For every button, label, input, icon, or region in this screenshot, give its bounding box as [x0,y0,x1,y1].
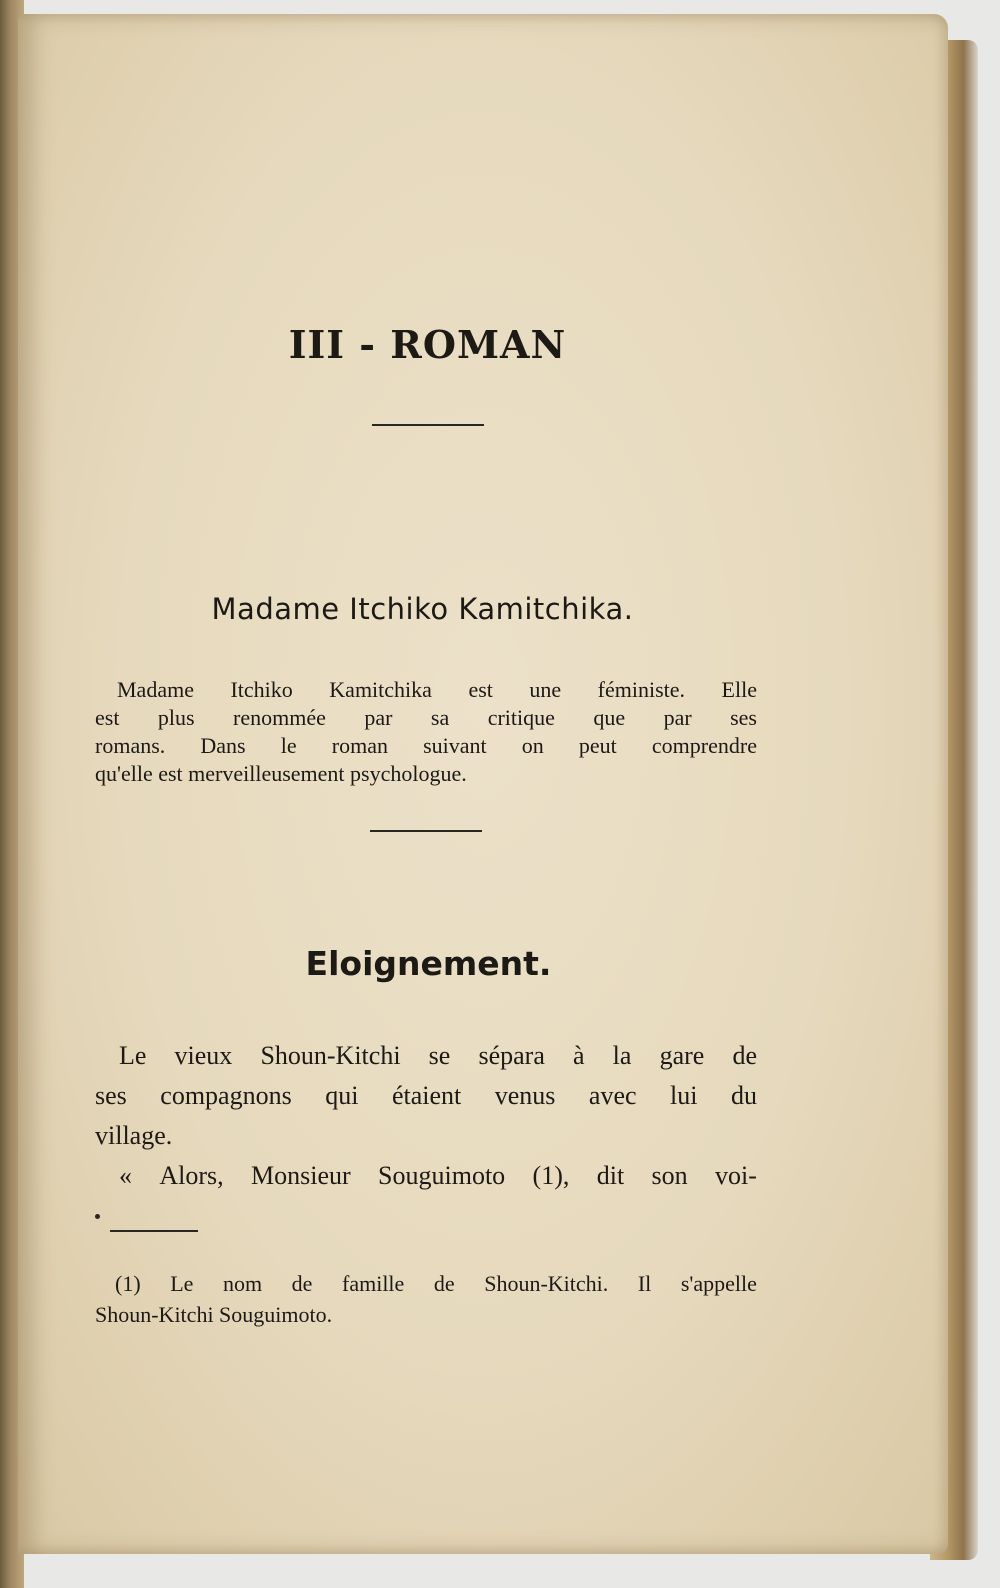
word: peut [578,733,617,758]
story-title: Eloignement. [305,944,552,983]
word: compagnons [160,1081,292,1110]
story-body [95,1036,757,1196]
word: à [573,1041,585,1070]
word: le [280,733,297,758]
intro-paragraph [95,676,757,788]
word: que [593,705,626,730]
word: étaient [391,1081,462,1110]
footnote-rule [110,1230,198,1232]
word: Le [170,1271,194,1296]
word: par [663,705,692,730]
word: du [730,1081,757,1110]
word: qui [325,1081,359,1110]
word: Kamitchika [329,677,432,702]
word: Shoun-Kitchi Souguimoto. [95,1302,333,1327]
word: Itchiko [230,677,293,702]
word: Le [119,1041,147,1070]
word: de [433,1271,455,1296]
body-line [95,1036,757,1076]
word: qu'elle est merveilleusement psychologue. [95,761,467,786]
word: roman [331,733,388,758]
footnote-line [95,1268,757,1299]
chapter-title: III - ROMAN [288,322,567,367]
author-heading: Madame Itchiko Kamitchika. [211,592,634,626]
word: comprendre [651,733,757,758]
word: Souguimoto [378,1161,506,1190]
body-line [95,1076,757,1116]
word: nom [222,1271,263,1296]
word: Shoun-Kitchi [260,1041,401,1070]
word: sépara [478,1041,545,1070]
word: avec [588,1081,637,1110]
word: venus [494,1081,556,1110]
word: par [364,705,393,730]
word: critique [487,705,555,730]
word: suivant [423,733,487,758]
word: gare [659,1041,705,1070]
word: de [291,1271,313,1296]
word: est [468,677,493,702]
title-rule [372,424,484,426]
intro-line [95,732,757,760]
word: on [521,733,544,758]
section-rule [370,830,482,832]
word: famille [342,1271,405,1296]
word: sa [430,705,450,730]
word: est [95,705,120,730]
body-line [95,1156,757,1196]
word: plus [157,705,195,730]
word: vieux [174,1041,233,1070]
intro-line [95,676,757,704]
word: une [529,677,562,702]
word: la [612,1041,632,1070]
word: de [732,1041,757,1070]
word: renommée [233,705,326,730]
word: romans. [95,733,166,758]
word: ses [95,1081,127,1110]
word: son [651,1161,688,1190]
word: dit [596,1161,625,1190]
word: (1), [532,1161,570,1190]
word: village. [95,1121,173,1150]
footnote-mark [95,1214,100,1219]
word: Shoun-Kitchi. [484,1271,609,1296]
body-line [95,1116,757,1156]
word: Il [637,1271,652,1296]
word: Monsieur [251,1161,351,1190]
word: se [428,1041,451,1070]
word: voi- [715,1161,757,1190]
word: « [119,1161,132,1190]
word: Madame [117,677,194,702]
word: féministe. [597,677,686,702]
intro-line [95,704,757,732]
footnote [95,1268,757,1330]
footnote-line [95,1299,757,1330]
word: Elle [721,677,757,702]
intro-line [95,760,757,788]
word: Alors, [159,1161,224,1190]
word: (1) [115,1271,141,1296]
word: Dans [200,733,246,758]
word: s'appelle [680,1271,757,1296]
word: ses [730,705,757,730]
word: lui [670,1081,698,1110]
